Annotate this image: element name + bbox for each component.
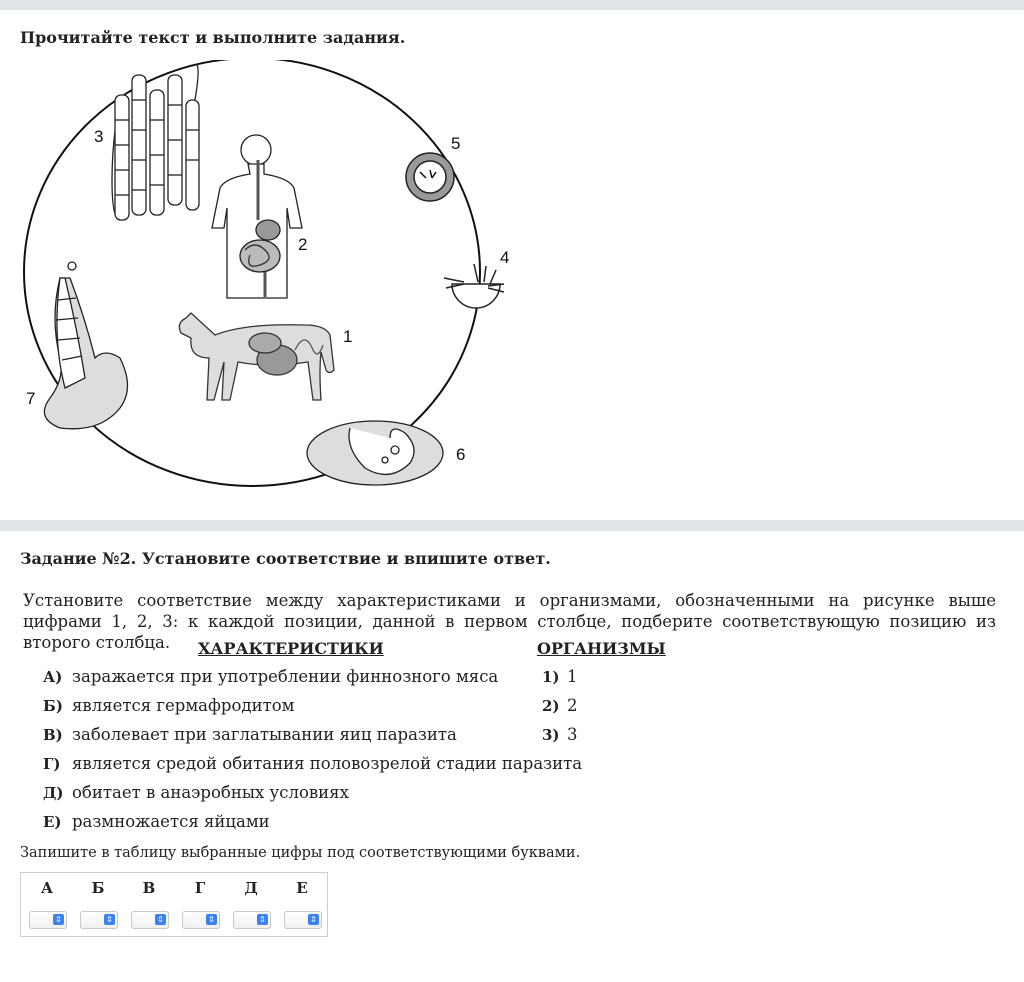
organism-text: 2 (567, 696, 578, 715)
figure-label-5: 5 (451, 134, 461, 153)
select-stepper-icon: ⇕ (53, 914, 64, 925)
answer-instruction: Запишите в таблицу выбранные цифры под соответствующими буквами. (20, 845, 581, 861)
organisms-header: ОРГАНИЗМЫ (537, 639, 666, 658)
organism-label: 1) (542, 668, 560, 686)
characteristic-text: заболевает при заглатывании яиц паразита (72, 725, 457, 744)
answer-select-d[interactable] (233, 911, 271, 929)
scolex-drawing (44, 262, 127, 429)
answer-header-e: Е (296, 879, 308, 897)
characteristic-label: Г) (43, 755, 61, 773)
characteristic-text: заражается при употреблении финнозного мяса (72, 667, 499, 686)
human-host-drawing (212, 135, 302, 298)
answer-header-g: Г (194, 879, 206, 897)
organism-text: 3 (567, 725, 578, 744)
tapeworm-life-cycle-figure (20, 60, 520, 500)
section-divider (0, 520, 1024, 531)
characteristics-header: ХАРАКТЕРИСТИКИ (198, 639, 384, 658)
figure-label-7: 7 (26, 389, 36, 408)
answer-table (20, 872, 328, 937)
organism-text: 1 (567, 667, 578, 686)
organism-label: 3) (542, 726, 560, 744)
select-stepper-icon: ⇕ (155, 914, 166, 925)
task-instructions: Установите соответствие между характеристиками и организмами, обозначенными на рисунке выше цифрами 1, 2, 3: к каждой позиции, данной в первом столбце, подберите соответствующую позицию из второго столбца. (23, 591, 996, 652)
answer-select-b[interactable] (80, 911, 118, 929)
figure-label-1: 1 (343, 327, 353, 346)
figure-label-3: 3 (94, 127, 104, 146)
characteristic-text: обитает в анаэробных условиях (72, 783, 349, 802)
answer-header-b: Б (91, 879, 105, 897)
adult-tapeworm-drawing (112, 65, 199, 220)
figure-label-2: 2 (298, 235, 308, 254)
section-title: Прочитайте текст и выполните задания. (20, 28, 406, 47)
answer-select-e[interactable] (284, 911, 322, 929)
select-stepper-icon: ⇕ (104, 914, 115, 925)
characteristic-label: Д) (43, 784, 64, 802)
characteristic-label: В) (43, 726, 63, 744)
figure-label-6: 6 (456, 445, 466, 464)
answer-select-a[interactable] (29, 911, 67, 929)
characteristic-text: является средой обитания половозрелой стадии паразита (72, 754, 583, 773)
select-stepper-icon: ⇕ (308, 914, 319, 925)
answer-header-v: В (142, 879, 156, 897)
characteristic-label: Б) (43, 697, 63, 715)
characteristic-text: является гермафродитом (72, 696, 295, 715)
egg-drawing (406, 153, 454, 201)
answer-select-v[interactable] (131, 911, 169, 929)
answer-select-g[interactable] (182, 911, 220, 929)
select-stepper-icon: ⇕ (206, 914, 217, 925)
answer-header-d: Д (244, 879, 258, 897)
figure-label-4: 4 (500, 248, 510, 267)
characteristic-text: размножается яйцами (72, 812, 270, 831)
oncosphere-drawing (444, 264, 504, 308)
answer-header-a: А (40, 879, 54, 897)
top-divider (0, 0, 1024, 10)
cysticercus-drawing (307, 421, 443, 485)
task-title: Задание №2. Установите соответствие и впишите ответ. (20, 549, 551, 568)
select-stepper-icon: ⇕ (257, 914, 268, 925)
characteristic-label: А) (43, 668, 63, 686)
cow-host-drawing (179, 313, 334, 400)
organism-label: 2) (542, 697, 560, 715)
characteristic-label: Е) (43, 813, 62, 831)
